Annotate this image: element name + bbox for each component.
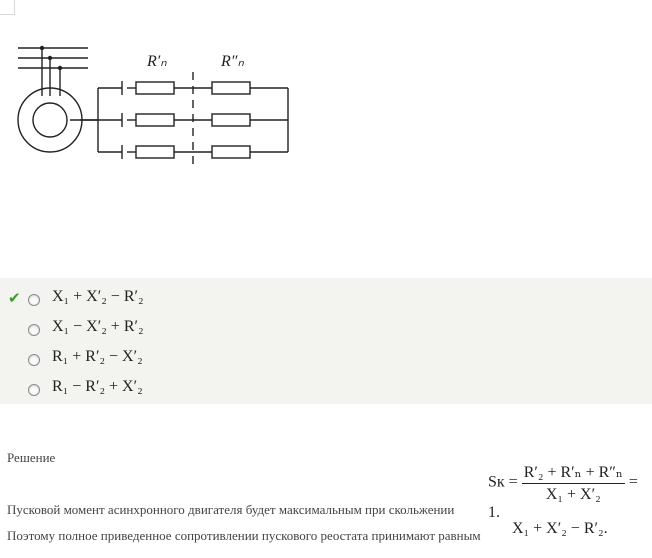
slip-lhs: Sк = bbox=[488, 473, 522, 491]
solution-title: Решение bbox=[7, 450, 56, 465]
option-formula: R₁ + R′₂ − X′₂ bbox=[52, 348, 143, 365]
answer-option[interactable] bbox=[0, 378, 300, 402]
resistor bbox=[212, 82, 250, 94]
option-formula: X₁ + X′₂ − R′₂ bbox=[52, 288, 144, 305]
resistor bbox=[136, 82, 174, 94]
resistor bbox=[136, 146, 174, 158]
solution-line-2: Поэтому полное приведенное сопротивлении пускового реостата принимают равным bbox=[7, 528, 481, 543]
rotor-circle bbox=[33, 103, 67, 137]
motor-circuit-diagram bbox=[10, 36, 310, 176]
solution-line-1: Пусковой момент асинхронного двигателя будет максимальным при скольжении bbox=[7, 502, 455, 517]
radio-button[interactable] bbox=[28, 354, 40, 366]
slip-denominator: X₁ + X′₂ bbox=[545, 486, 601, 503]
radio-button[interactable] bbox=[28, 294, 40, 306]
radio-button[interactable] bbox=[28, 384, 40, 396]
resistance-formula: X₁ + X′₂ − R′₂. bbox=[512, 520, 608, 537]
resistor bbox=[136, 114, 174, 126]
slip-rhs: = 1. bbox=[488, 473, 638, 521]
answer-option[interactable] bbox=[0, 348, 300, 372]
slip-numerator: R′₂ + R′ₙ + R″ₙ bbox=[522, 462, 625, 484]
slip-fraction bbox=[522, 462, 625, 504]
resistor bbox=[212, 146, 250, 158]
frame-corner bbox=[0, 0, 15, 15]
option-formula: X₁ − X′₂ + R′₂ bbox=[52, 318, 144, 335]
resistor bbox=[212, 114, 250, 126]
answer-options bbox=[0, 278, 652, 404]
slip-formula bbox=[488, 462, 652, 522]
radio-button[interactable] bbox=[28, 324, 40, 336]
check-icon: ✔ bbox=[8, 289, 21, 307]
resistor-right-label: R″ₙ bbox=[221, 53, 244, 70]
answer-option[interactable] bbox=[0, 318, 300, 342]
answer-option[interactable] bbox=[0, 288, 300, 312]
option-formula: R₁ − R′₂ + X′₂ bbox=[52, 378, 143, 395]
resistor-left-label: R′ₙ bbox=[147, 53, 167, 70]
